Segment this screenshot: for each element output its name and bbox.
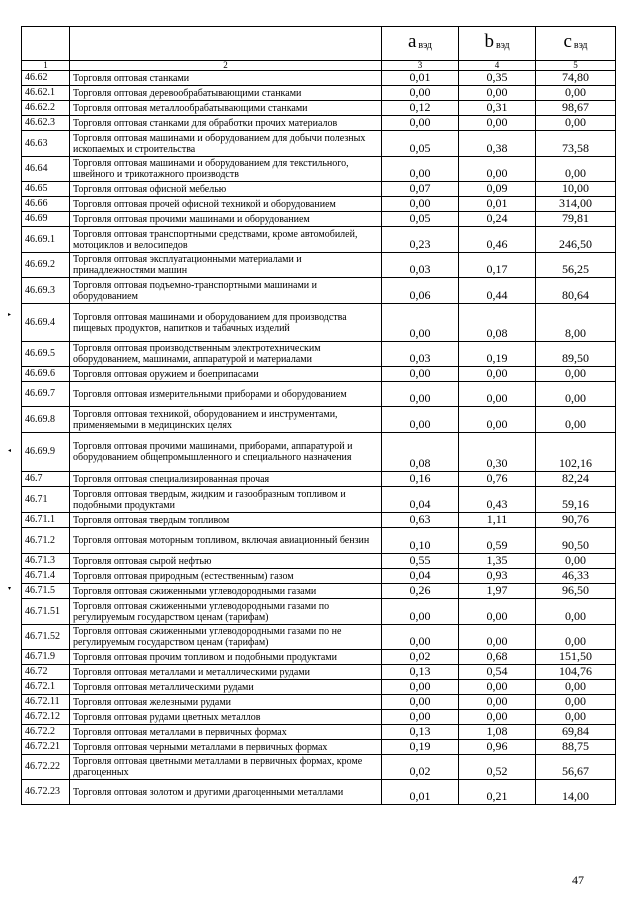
row-description: Торговля оптовая оружием и боеприпасами — [70, 367, 382, 382]
table-row — [22, 367, 616, 382]
row-code: 46.72.11 — [22, 695, 70, 710]
row-value-b: 0,00 — [459, 680, 536, 695]
row-description: Торговля оптовая металлами и металлическими рудами — [70, 665, 382, 680]
row-code: 46.72.22 — [22, 755, 70, 780]
table-row — [22, 116, 616, 131]
row-value-c: 0,00 — [536, 625, 616, 650]
row-code: 46.72.2 — [22, 725, 70, 740]
row-value-b: 0,54 — [459, 665, 536, 680]
row-value-a: 0,13 — [382, 665, 459, 680]
row-description: Торговля оптовая эксплуатационными материалами и принадлежностями машин — [70, 253, 382, 278]
row-value-b: 0,00 — [459, 382, 536, 407]
row-value-b: 0,19 — [459, 342, 536, 367]
row-value-b: 0,01 — [459, 197, 536, 212]
table-row — [22, 625, 616, 650]
table-row — [22, 407, 616, 433]
table-row — [22, 528, 616, 554]
row-description: Торговля оптовая рудами цветных металлов — [70, 710, 382, 725]
table-row — [22, 725, 616, 740]
table-row — [22, 650, 616, 665]
row-value-c: 80,64 — [536, 278, 616, 304]
margin-mark: ◂ — [8, 448, 12, 454]
row-value-a: 0,13 — [382, 725, 459, 740]
row-value-c: 14,00 — [536, 780, 616, 805]
row-code: 46.62 — [22, 71, 70, 86]
row-value-b: 0,93 — [459, 569, 536, 584]
table-row — [22, 278, 616, 304]
table-row — [22, 755, 616, 780]
row-value-a: 0,01 — [382, 71, 459, 86]
row-description: Торговля оптовая прочими машинами, приборами, аппаратурой и оборудованием общепромышленного и специального назначения — [70, 433, 382, 472]
row-value-b: 0,00 — [459, 367, 536, 382]
row-value-a: 0,00 — [382, 710, 459, 725]
row-description: Торговля оптовая машинами и оборудованием для производства пищевых продуктов, напитков и табачных изделий — [70, 304, 382, 342]
table-row — [22, 342, 616, 367]
table-row — [22, 472, 616, 487]
table-row — [22, 554, 616, 569]
header-b-symbol: b — [484, 30, 494, 52]
row-code: 46.71.4 — [22, 569, 70, 584]
margin-mark: ▸ — [8, 312, 12, 318]
row-value-b: 0,30 — [459, 433, 536, 472]
row-value-c: 10,00 — [536, 182, 616, 197]
row-value-a: 0,16 — [382, 472, 459, 487]
row-description: Торговля оптовая специализированная прочая — [70, 472, 382, 487]
row-code: 46.72.1 — [22, 680, 70, 695]
row-value-a: 0,03 — [382, 253, 459, 278]
row-value-c: 8,00 — [536, 304, 616, 342]
row-value-a: 0,19 — [382, 740, 459, 755]
table-row — [22, 86, 616, 101]
row-value-c: 73,58 — [536, 131, 616, 157]
row-description: Торговля оптовая природным (естественным) газом — [70, 569, 382, 584]
row-value-b: 0,76 — [459, 472, 536, 487]
row-description: Торговля оптовая транспортными средствами, кроме автомобилей, мотоциклов и велосипедов — [70, 227, 382, 253]
row-value-a: 0,07 — [382, 182, 459, 197]
table-row — [22, 212, 616, 227]
row-code: 46.71.51 — [22, 599, 70, 625]
row-description: Торговля оптовая производственным электротехническим оборудованием, машинами, аппаратурой и материалами — [70, 342, 382, 367]
row-code: 46.71.5 — [22, 584, 70, 599]
row-description: Торговля оптовая сжиженными углеводородными газами по не регулируемым государством ценам (тарифам) — [70, 625, 382, 650]
row-description: Торговля оптовая прочим топливом и подобными продуктами — [70, 650, 382, 665]
row-value-c: 79,81 — [536, 212, 616, 227]
row-value-a: 0,00 — [382, 304, 459, 342]
row-value-c: 0,00 — [536, 157, 616, 182]
row-code: 46.62.1 — [22, 86, 70, 101]
row-value-c: 82,24 — [536, 472, 616, 487]
row-value-a: 0,02 — [382, 755, 459, 780]
coefficients-table — [21, 26, 616, 805]
row-value-a: 0,00 — [382, 86, 459, 101]
row-description: Торговля оптовая офисной мебелью — [70, 182, 382, 197]
row-value-b: 0,38 — [459, 131, 536, 157]
column-number: 3 — [382, 61, 459, 71]
row-value-a: 0,10 — [382, 528, 459, 554]
row-value-a: 0,05 — [382, 212, 459, 227]
header-cell-code — [22, 27, 70, 61]
row-code: 46.69 — [22, 212, 70, 227]
row-value-c: 89,50 — [536, 342, 616, 367]
row-value-a: 0,55 — [382, 554, 459, 569]
row-value-a: 0,00 — [382, 157, 459, 182]
row-value-c: 246,50 — [536, 227, 616, 253]
header-cell-b — [459, 27, 536, 61]
row-value-a: 0,04 — [382, 487, 459, 513]
row-code: 46.65 — [22, 182, 70, 197]
table-row — [22, 740, 616, 755]
row-code: 46.69.7 — [22, 382, 70, 407]
row-code: 46.72.23 — [22, 780, 70, 805]
row-description: Торговля оптовая станками — [70, 71, 382, 86]
row-code: 46.64 — [22, 157, 70, 182]
table-header-row — [22, 27, 616, 61]
row-value-b: 0,31 — [459, 101, 536, 116]
table-row — [22, 487, 616, 513]
row-description: Торговля оптовая измерительными приборами и оборудованием — [70, 382, 382, 407]
row-value-a: 0,00 — [382, 695, 459, 710]
header-a-subscript: вэд — [418, 39, 433, 51]
row-description: Торговля оптовая черными металлами в первичных формах — [70, 740, 382, 755]
header-cell-a — [382, 27, 459, 61]
table-row — [22, 513, 616, 528]
header-c-symbol: c — [563, 30, 572, 52]
row-value-c: 0,00 — [536, 680, 616, 695]
row-description: Торговля оптовая станками для обработки прочих материалов — [70, 116, 382, 131]
row-value-a: 0,01 — [382, 780, 459, 805]
row-code: 46.62.3 — [22, 116, 70, 131]
row-value-b: 0,00 — [459, 116, 536, 131]
row-value-a: 0,00 — [382, 367, 459, 382]
row-description: Торговля оптовая золотом и другими драгоценными металлами — [70, 780, 382, 805]
table-row — [22, 253, 616, 278]
row-value-b: 0,08 — [459, 304, 536, 342]
row-value-c: 96,50 — [536, 584, 616, 599]
table-row — [22, 304, 616, 342]
row-value-b: 0,68 — [459, 650, 536, 665]
row-code: 46.69.6 — [22, 367, 70, 382]
row-value-b: 0,00 — [459, 625, 536, 650]
table-row — [22, 710, 616, 725]
header-cell-description — [70, 27, 382, 61]
table-row — [22, 227, 616, 253]
table-row — [22, 780, 616, 805]
row-code: 46.69.9 — [22, 433, 70, 472]
row-code: 46.71 — [22, 487, 70, 513]
page-number: 47 — [572, 873, 584, 887]
row-description: Торговля оптовая машинами и оборудованием для добычи полезных ископаемых и строительства — [70, 131, 382, 157]
row-value-c: 0,00 — [536, 382, 616, 407]
row-value-b: 1,11 — [459, 513, 536, 528]
row-value-b: 0,21 — [459, 780, 536, 805]
row-code: 46.69.2 — [22, 253, 70, 278]
row-value-a: 0,00 — [382, 599, 459, 625]
row-code: 46.69.1 — [22, 227, 70, 253]
row-value-b: 0,59 — [459, 528, 536, 554]
row-description: Торговля оптовая сжиженными углеводородными газами по регулируемым государством ценам (тарифам) — [70, 599, 382, 625]
row-value-b: 0,35 — [459, 71, 536, 86]
row-value-c: 98,67 — [536, 101, 616, 116]
row-description: Торговля оптовая твердым, жидким и газообразным топливом и подобными продуктами — [70, 487, 382, 513]
row-code: 46.62.2 — [22, 101, 70, 116]
row-description: Торговля оптовая железными рудами — [70, 695, 382, 710]
table-row — [22, 197, 616, 212]
table-row — [22, 71, 616, 86]
row-value-c: 0,00 — [536, 116, 616, 131]
row-value-a: 0,23 — [382, 227, 459, 253]
row-value-c: 151,50 — [536, 650, 616, 665]
column-number: 4 — [459, 61, 536, 71]
row-value-b: 1,08 — [459, 725, 536, 740]
row-value-b: 0,96 — [459, 740, 536, 755]
row-description: Торговля оптовая прочими машинами и оборудованием — [70, 212, 382, 227]
row-value-c: 0,00 — [536, 710, 616, 725]
row-description: Торговля оптовая твердым топливом — [70, 513, 382, 528]
table-row — [22, 101, 616, 116]
table-row — [22, 131, 616, 157]
row-value-a: 0,03 — [382, 342, 459, 367]
row-value-a: 0,05 — [382, 131, 459, 157]
table-row — [22, 382, 616, 407]
row-value-b: 1,35 — [459, 554, 536, 569]
row-code: 46.71.1 — [22, 513, 70, 528]
row-value-b: 0,43 — [459, 487, 536, 513]
table-row — [22, 680, 616, 695]
row-code: 46.71.52 — [22, 625, 70, 650]
row-value-c: 0,00 — [536, 407, 616, 433]
column-number-row — [22, 61, 616, 71]
row-code: 46.69.3 — [22, 278, 70, 304]
table-row — [22, 584, 616, 599]
row-value-b: 0,00 — [459, 695, 536, 710]
row-description: Торговля оптовая техникой, оборудованием и инструментами, применяемыми в медицинских целях — [70, 407, 382, 433]
row-code: 46.69.5 — [22, 342, 70, 367]
header-c-subscript: вэд — [573, 39, 588, 51]
row-description: Торговля оптовая моторным топливом, включая авиационный бензин — [70, 528, 382, 554]
row-description: Торговля оптовая сжиженными углеводородными газами — [70, 584, 382, 599]
row-description: Торговля оптовая металлообрабатывающими станками — [70, 101, 382, 116]
row-value-c: 0,00 — [536, 695, 616, 710]
header-a-symbol: a — [407, 30, 417, 52]
row-value-a: 0,00 — [382, 382, 459, 407]
row-value-a: 0,00 — [382, 680, 459, 695]
header-cell-c — [536, 27, 616, 61]
margin-mark: ▾ — [8, 586, 12, 592]
row-value-c: 0,00 — [536, 367, 616, 382]
row-value-b: 0,09 — [459, 182, 536, 197]
row-value-c: 56,25 — [536, 253, 616, 278]
row-value-c: 102,16 — [536, 433, 616, 472]
row-value-b: 0,00 — [459, 407, 536, 433]
row-value-a: 0,26 — [382, 584, 459, 599]
column-number: 1 — [22, 61, 70, 71]
row-description: Торговля оптовая подъемно-транспортными машинами и оборудованием — [70, 278, 382, 304]
row-value-a: 0,00 — [382, 197, 459, 212]
row-value-c: 74,80 — [536, 71, 616, 86]
row-value-c: 90,50 — [536, 528, 616, 554]
row-value-a: 0,06 — [382, 278, 459, 304]
row-value-a: 0,04 — [382, 569, 459, 584]
row-code: 46.7 — [22, 472, 70, 487]
row-value-c: 59,16 — [536, 487, 616, 513]
row-value-b: 0,52 — [459, 755, 536, 780]
row-code: 46.72.12 — [22, 710, 70, 725]
row-code: 46.71.3 — [22, 554, 70, 569]
table-row — [22, 695, 616, 710]
row-value-b: 0,44 — [459, 278, 536, 304]
row-value-a: 0,12 — [382, 101, 459, 116]
row-value-b: 0,00 — [459, 86, 536, 101]
row-value-b: 0,00 — [459, 599, 536, 625]
column-number: 2 — [70, 61, 382, 71]
table-row — [22, 157, 616, 182]
header-b-subscript: вэд — [495, 39, 510, 51]
row-value-a: 0,08 — [382, 433, 459, 472]
table-row — [22, 433, 616, 472]
row-value-c: 0,00 — [536, 554, 616, 569]
row-value-c: 88,75 — [536, 740, 616, 755]
row-value-b: 0,24 — [459, 212, 536, 227]
row-code: 46.69.8 — [22, 407, 70, 433]
row-code: 46.66 — [22, 197, 70, 212]
row-code: 46.71.9 — [22, 650, 70, 665]
row-description: Торговля оптовая металлическими рудами — [70, 680, 382, 695]
row-value-c: 314,00 — [536, 197, 616, 212]
row-value-a: 0,00 — [382, 625, 459, 650]
row-value-c: 0,00 — [536, 86, 616, 101]
row-description: Торговля оптовая машинами и оборудованием для текстильного, швейного и трикотажного производств — [70, 157, 382, 182]
row-code: 46.72 — [22, 665, 70, 680]
row-description: Торговля оптовая прочей офисной техникой и оборудованием — [70, 197, 382, 212]
row-value-c: 56,67 — [536, 755, 616, 780]
row-value-b: 0,17 — [459, 253, 536, 278]
row-value-b: 0,00 — [459, 157, 536, 182]
table-row — [22, 569, 616, 584]
row-description: Торговля оптовая сырой нефтью — [70, 554, 382, 569]
row-description: Торговля оптовая цветными металлами в первичных формах, кроме драгоценных — [70, 755, 382, 780]
row-value-a: 0,02 — [382, 650, 459, 665]
row-value-c: 90,76 — [536, 513, 616, 528]
row-value-b: 0,46 — [459, 227, 536, 253]
row-description: Торговля оптовая металлами в первичных формах — [70, 725, 382, 740]
table-row — [22, 182, 616, 197]
row-value-c: 104,76 — [536, 665, 616, 680]
row-description: Торговля оптовая деревообрабатывающими станками — [70, 86, 382, 101]
row-value-b: 1,97 — [459, 584, 536, 599]
row-value-b: 0,00 — [459, 710, 536, 725]
row-value-c: 46,33 — [536, 569, 616, 584]
row-value-c: 69,84 — [536, 725, 616, 740]
row-value-c: 0,00 — [536, 599, 616, 625]
row-code: 46.69.4 — [22, 304, 70, 342]
row-code: 46.63 — [22, 131, 70, 157]
table-row — [22, 599, 616, 625]
row-value-a: 0,00 — [382, 116, 459, 131]
row-code: 46.71.2 — [22, 528, 70, 554]
row-code: 46.72.21 — [22, 740, 70, 755]
table-row — [22, 665, 616, 680]
column-number: 5 — [536, 61, 616, 71]
row-value-a: 0,63 — [382, 513, 459, 528]
row-value-a: 0,00 — [382, 407, 459, 433]
